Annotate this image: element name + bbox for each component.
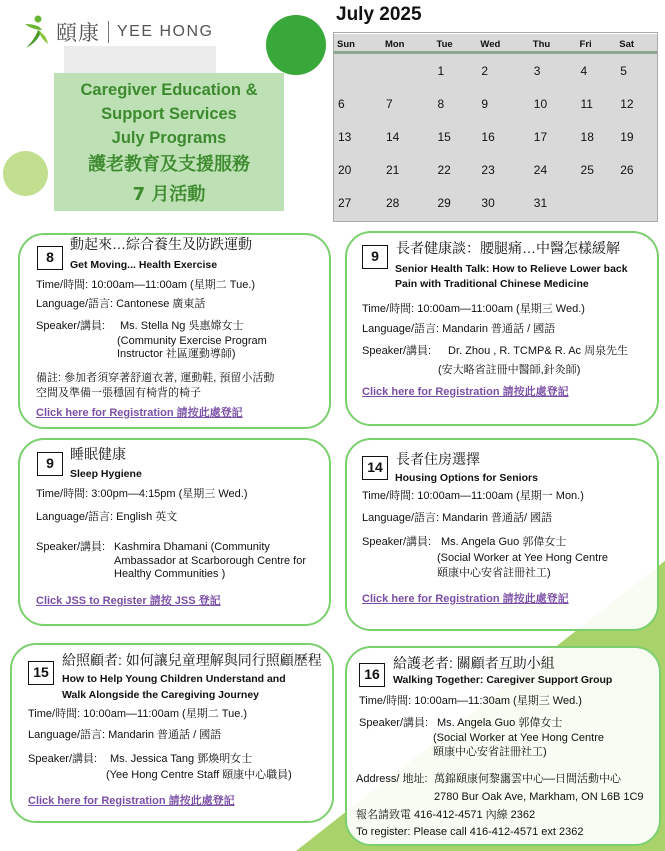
calendar-week: [334, 153, 657, 186]
event-title-cn: 長者住房選擇: [396, 451, 480, 467]
registration-link[interactable]: Click here for Registration 請按此處登記: [362, 593, 569, 605]
event-speaker-label: Speaker/講員:: [362, 536, 432, 548]
calendar-week: [334, 120, 657, 153]
event-speaker-name: Ms. Jessica Tang 鄧煥明女士: [110, 753, 253, 765]
calendar-day: 1: [437, 63, 445, 78]
calendar-day: 7: [385, 96, 393, 111]
event-address-label: Address/ 地址:: [356, 773, 428, 785]
event-time: Time/時間: 10:00am—11:30am (星期三 Wed.): [359, 695, 582, 707]
calendar-day: 26: [620, 162, 634, 177]
calendar-day: 18: [580, 129, 594, 144]
calendar-week: [334, 87, 657, 120]
event-speaker-name: Dr. Zhou , R. TCMP& R. Ac 周泉先生: [448, 345, 629, 357]
event-speaker-detail: (Social Worker at Yee Hong Centre: [433, 732, 604, 744]
calendar-day: 5: [620, 63, 627, 78]
event-time: Time/時間: 10:00am—11:00am (星期二 Tue.): [28, 708, 248, 720]
event-day-badge: 16: [359, 663, 385, 687]
event-language: Language/語言: English 英文: [36, 511, 178, 523]
leaf-figure-icon: [22, 14, 50, 50]
calendar-month: July 2025: [336, 4, 422, 25]
event-speaker-detail: 頤康中心安省註冊社工): [437, 567, 551, 579]
title-en-line3: July Programs: [111, 129, 227, 147]
calendar-day: 2: [481, 63, 489, 78]
calendar-table: [334, 33, 657, 219]
event-speaker-label: Speaker/講員:: [359, 717, 429, 729]
event-day-badge: 14: [362, 456, 388, 480]
event-language: Language/語言: Mandarin 普通話 / 國語: [28, 729, 222, 741]
calendar-day: 23: [481, 162, 495, 177]
event-title-cn: 給照顧者: 如何讓兒童理解與同行照顧歷程: [62, 652, 322, 668]
calendar-week: [334, 54, 657, 87]
event-day-badge: 8: [37, 246, 63, 270]
event-note: 備註: 參加者須穿著舒適衣著, 運動鞋, 預留小活動: [36, 372, 275, 384]
event-speaker-detail: Instructor 社區運動導師): [117, 348, 236, 360]
event-speaker-label: Speaker/講員:: [28, 753, 98, 765]
page-title: [54, 78, 284, 210]
calendar-day: 12: [620, 96, 634, 111]
event-language: Language/語言: Mandarin 普通話/ 國語: [362, 512, 553, 524]
registration-link[interactable]: Click here for Registration 請按此處登記: [36, 407, 243, 419]
decorative-green-circle-large: [266, 15, 326, 75]
event-speaker-label: Speaker/講員:: [36, 320, 106, 332]
decorative-green-circle-small: [3, 151, 48, 196]
calendar-weekday: Sat: [616, 33, 657, 54]
calendar-week: [334, 186, 657, 219]
calendar-day: 8: [437, 96, 445, 111]
calendar-weekday: Thu: [530, 33, 577, 54]
calendar-weekday: Tue: [434, 33, 478, 54]
title-cn-line2: 7 月活動: [132, 184, 206, 205]
calendar-day: 20: [338, 162, 352, 177]
event-speaker-name: Ms. Angela Guo 郭偉女士: [441, 536, 567, 548]
event-language: Language/語言: Mandarin 普通話 / 國語: [362, 323, 556, 335]
calendar-day: 31: [533, 195, 548, 210]
logo-chinese-text: 頤康: [56, 21, 100, 45]
event-title-en: Housing Options for Seniors: [395, 472, 538, 484]
calendar-day: 9: [481, 96, 489, 111]
yee-hong-logo: [22, 12, 213, 52]
event-speaker-name: Ms. Angela Guo 郭偉女士: [437, 717, 563, 729]
event-speaker-label: Speaker/講員:: [362, 345, 432, 357]
registration-link[interactable]: Click here for Registration 請按此處登記: [362, 386, 569, 398]
calendar-day: 10: [533, 96, 548, 111]
calendar-day: 22: [437, 162, 451, 177]
calendar-day: 3: [533, 63, 541, 78]
event-address-en: 2780 Bur Oak Ave, Markham, ON L6B 1C9: [434, 791, 644, 803]
event-title-en: Sleep Hygiene: [70, 468, 142, 480]
calendar-day: 28: [385, 195, 400, 210]
event-title-cn: 動起來…綜合養生及防跌運動: [70, 236, 252, 252]
calendar-day: 17: [533, 129, 548, 144]
calendar-day: 16: [481, 129, 495, 144]
event-speaker-detail: Healthy Communities ): [114, 568, 226, 580]
event-title-en: Get Moving... Health Exercise: [70, 259, 218, 271]
calendar-day: 25: [580, 162, 594, 177]
calendar-day: 24: [533, 162, 548, 177]
calendar-day: 11: [580, 96, 593, 111]
calendar-weekday: Wed: [477, 33, 529, 54]
calendar-weekday: Sun: [334, 33, 382, 54]
event-title-en: Pain with Traditional Chinese Medicine: [395, 278, 589, 290]
event-speaker-name: Kashmira Dhamani (Community: [114, 541, 270, 553]
event-time: Time/時間: 3:00pm—4:15pm (星期三 Wed.): [36, 488, 248, 500]
jss-register-link[interactable]: Click JSS to Register 請按 JSS 登記: [36, 595, 221, 607]
event-register-phone-cn: 報名請致電 416-412-4571 內線 2362: [356, 809, 536, 821]
event-title-cn: 給護老者: 關顧者互助小組: [393, 655, 555, 671]
event-address-cn: 萬錦頤康何黎靄雲中心—日間活動中心: [434, 773, 621, 785]
calendar-day: 30: [481, 195, 495, 210]
event-day-badge: 9: [362, 245, 388, 269]
calendar-day: [616, 186, 657, 219]
event-title-cn: 長者健康談：腰腿痛…中醫怎樣緩解: [396, 240, 620, 256]
event-speaker-detail: Ambassador at Scarborough Centre for: [114, 555, 306, 567]
calendar-day: 21: [385, 162, 400, 177]
logo-divider: [108, 21, 109, 43]
calendar-day: 13: [338, 129, 352, 144]
calendar-day: 29: [437, 195, 451, 210]
logo-english-text: YEE HONG: [117, 23, 214, 40]
event-title-en: How to Help Young Children Understand and: [62, 673, 286, 685]
event-day-badge: 9: [37, 452, 63, 476]
calendar-day: 6: [338, 96, 345, 111]
event-note: 空間及準備一張穩固有椅背的椅子: [36, 387, 201, 399]
event-title-cn: 睡眠健康: [70, 446, 126, 462]
event-time: Time/時間: 10:00am—11:00am (星期三 Wed.): [362, 303, 585, 315]
calendar: [333, 32, 658, 222]
title-en-line2: Support Services: [101, 105, 237, 123]
calendar-day: 19: [620, 129, 634, 144]
event-title-en: Walking Together: Caregiver Support Group: [393, 674, 613, 686]
calendar-weekday: Fri: [577, 33, 617, 54]
event-speaker-detail: (安大略省註冊中醫師,針灸師): [438, 364, 581, 376]
event-speaker-label: Speaker/講員:: [36, 541, 106, 553]
registration-link[interactable]: Click here for Registration 請按此處登記: [28, 795, 235, 807]
event-speaker-detail: (Yee Hong Centre Staff 頤康中心職員): [106, 769, 292, 781]
calendar-day: 27: [338, 195, 352, 210]
calendar-day: [382, 54, 434, 87]
calendar-weekday: Mon: [382, 33, 434, 54]
event-speaker-detail: (Community Exercise Program: [117, 335, 267, 347]
event-day-badge: 15: [28, 661, 54, 685]
title-en-line1: Caregiver Education &: [80, 81, 258, 99]
event-language: Language/語言: Cantonese 廣東話: [36, 298, 206, 310]
event-speaker-detail: (Social Worker at Yee Hong Centre: [437, 552, 608, 564]
event-time: Time/時間: 10:00am—11:00am (星期二 Tue.): [36, 279, 256, 291]
event-speaker-name: Ms. Stella Ng 吳惠嫦女士: [120, 320, 244, 332]
event-speaker-detail: 頤康中心安省註冊社工): [433, 746, 547, 758]
calendar-day: 15: [437, 129, 451, 144]
calendar-day: 4: [580, 63, 588, 78]
event-title-en: Walk Alongside the Caregiving Journey: [62, 689, 260, 701]
calendar-day: [577, 186, 617, 219]
event-register-phone-en: To register: Please call 416-412-4571 ext 2362: [356, 826, 584, 838]
title-cn-line1: 護老教育及支援服務: [88, 154, 250, 175]
calendar-day: [334, 54, 382, 87]
calendar-day: 14: [385, 129, 400, 144]
event-title-en: Senior Health Talk: How to Relieve Lower back: [395, 263, 628, 275]
event-time: Time/時間: 10:00am—11:00am (星期一 Mon.): [362, 490, 584, 502]
